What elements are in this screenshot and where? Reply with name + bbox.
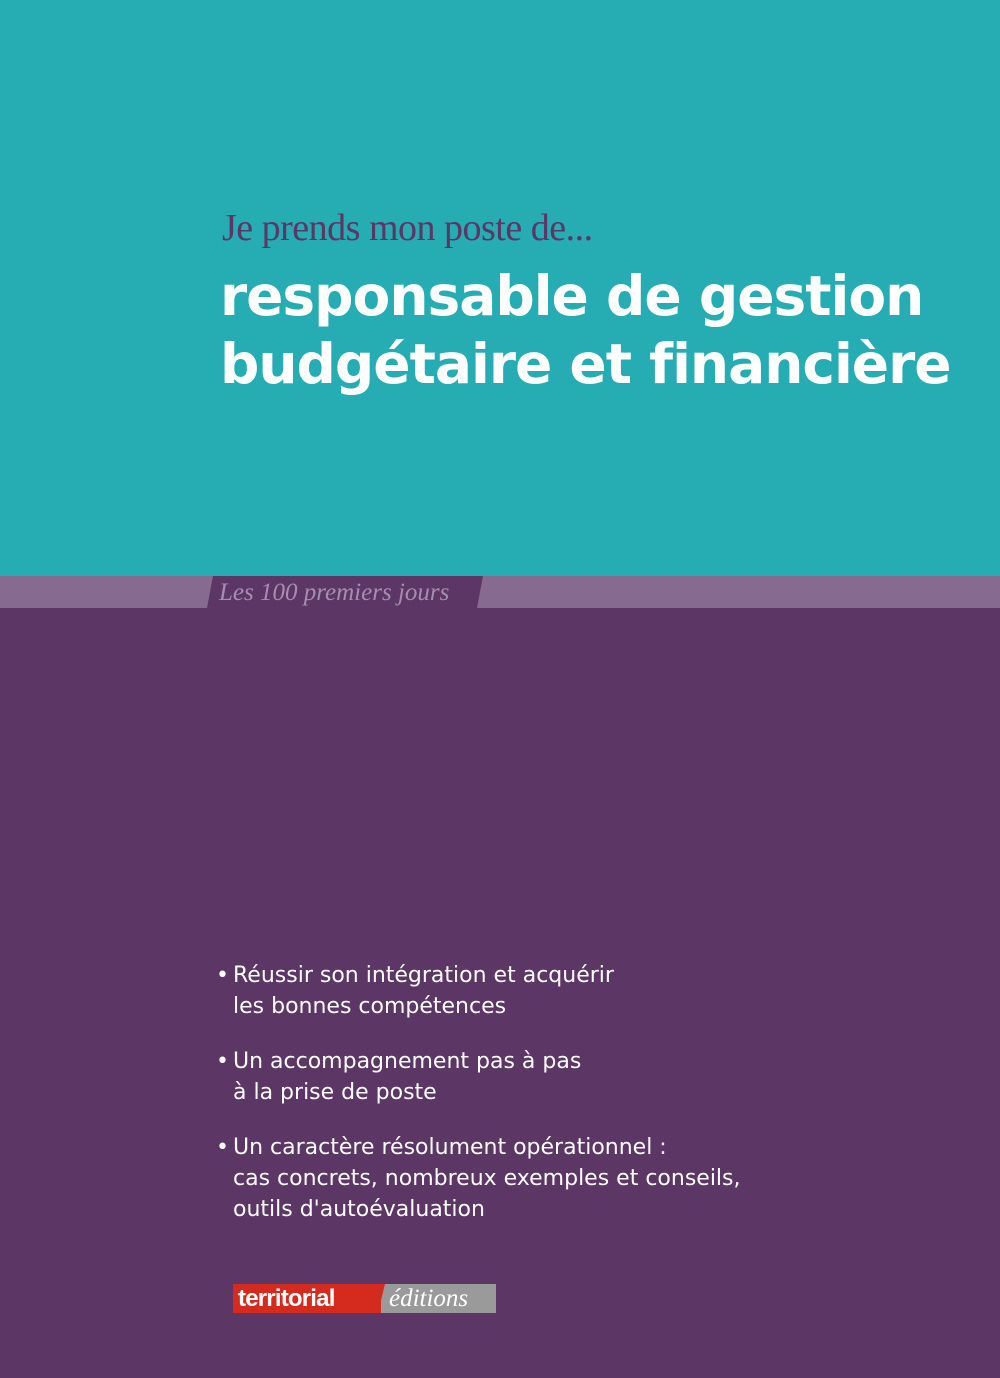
series-label: Les 100 premiers jours (219, 579, 450, 606)
feature-line: outils d'autoévaluation (233, 1197, 485, 1222)
feature-list (216, 960, 836, 1249)
bullet-marker: • (216, 963, 229, 988)
logo-grey-block (381, 1284, 496, 1313)
feature-line: à la prise de poste (233, 1080, 437, 1105)
cover-title (220, 262, 980, 398)
publisher-logo (233, 1284, 496, 1313)
publisher-suffix: éditions (389, 1285, 469, 1312)
cover-kicker: Je prends mon poste de... (222, 207, 593, 249)
bullet-marker: • (216, 1135, 229, 1160)
feature-line: Un accompagnement pas à pas (233, 1049, 582, 1074)
feature-item (216, 960, 836, 1022)
feature-line: les bonnes compétences (233, 994, 507, 1019)
series-band (0, 576, 1000, 608)
feature-line: Un caractère résolument opérationnel : (233, 1135, 667, 1160)
feature-item (216, 1046, 836, 1108)
logo-red-block (233, 1284, 381, 1313)
feature-line: cas concrets, nombreux exemples et conseils, (233, 1166, 741, 1191)
bullet-marker: • (216, 1049, 229, 1074)
cover-title-line-2: budgétaire et financière (220, 332, 951, 396)
cover-title-line-1: responsable de gestion (220, 264, 924, 328)
publisher-name: territorial (238, 1285, 335, 1312)
feature-line: Réussir son intégration et acquérir (233, 963, 614, 988)
feature-item (216, 1132, 836, 1225)
